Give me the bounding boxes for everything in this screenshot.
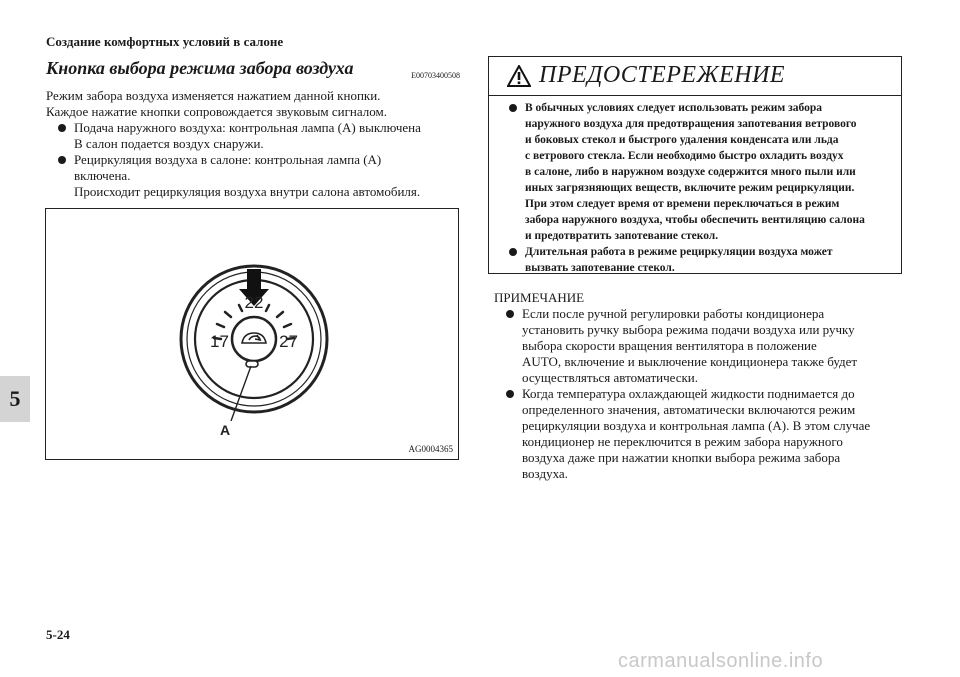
page-number: 5-24 xyxy=(46,627,70,642)
bullet-icon xyxy=(509,104,517,112)
dial-label-left: 17 xyxy=(210,332,229,351)
intro-line: Каждое нажатие кнопки сопровождается звуковым сигналом. xyxy=(46,104,387,119)
warning-body xyxy=(489,96,901,276)
watermark: carmanualsonline.info xyxy=(618,650,824,672)
list-item xyxy=(488,306,900,386)
note-line: воздуха. xyxy=(522,466,568,481)
intro-line: Режим забора воздуха изменяется нажатием данной кнопки. xyxy=(46,88,381,103)
bullet-line: Подача наружного воздуха: контрольная лампа (A) выключена xyxy=(74,120,421,135)
warning-line: Длительная работа в режиме рециркуляции воздуха может xyxy=(525,246,833,258)
list-item xyxy=(46,120,460,152)
bullet-icon xyxy=(506,390,514,398)
warning-line: В обычных условиях следует использовать режим забора xyxy=(525,102,823,114)
note-title: ПРИМЕЧАНИЕ xyxy=(494,290,585,305)
note-line: осуществляться автоматически. xyxy=(522,370,699,385)
chapter-number: 5 xyxy=(9,386,21,411)
figure-caption: AG0004365 xyxy=(408,444,453,454)
bullet-icon xyxy=(509,248,517,256)
dial-illustration xyxy=(46,209,458,459)
note-line: определенного значения, автоматически включаются режим xyxy=(522,402,856,417)
warning-line: в салоне, либо в наружном воздухе содержится много пыли или xyxy=(525,166,856,178)
page-header: Создание комфортных условий в салоне xyxy=(46,34,284,49)
list-item xyxy=(46,152,460,200)
bullet-line: Рециркуляция воздуха в салоне: контрольная лампа (A) xyxy=(74,152,382,167)
main-section xyxy=(46,58,460,200)
chapter-tab xyxy=(0,376,30,422)
list-item xyxy=(495,244,893,276)
warning-line: с ветрового стекла. Если необходимо быстро охладить воздух xyxy=(525,150,844,162)
note-line: AUTO, включение и выключение кондиционера также будет xyxy=(522,354,858,369)
note-line: рециркуляции воздуха и контрольная лампа (A). В этом случае xyxy=(522,418,871,433)
list-item xyxy=(488,386,900,482)
warning-line: и боковых стекол и быстрого удаления конденсата или льда xyxy=(525,134,839,146)
note-line: Когда температура охлаждающей жидкости поднимается до xyxy=(522,386,855,401)
bullet-line: включена. xyxy=(74,168,131,183)
note-section xyxy=(488,290,900,482)
note-line: Если после ручной регулировки работы кондиционера xyxy=(522,306,825,321)
bullet-icon xyxy=(58,156,66,164)
warning-triangle-icon xyxy=(507,65,531,87)
callout-label-a: A xyxy=(219,422,231,438)
indicator-lamp xyxy=(246,361,258,367)
warning-line: и предотвратить запотевание стекол. xyxy=(525,230,719,242)
dial-label-right: 27 xyxy=(279,332,298,351)
bullet-icon xyxy=(506,310,514,318)
section-code: E00703400508 xyxy=(411,71,460,80)
warning-header xyxy=(489,57,901,96)
warning-line: При этом следует время от времени переключаться в режим xyxy=(525,198,840,210)
warning-title: ПРЕДОСТЕРЕЖЕНИЕ xyxy=(539,62,786,88)
dial-label-top: 22 xyxy=(244,293,264,312)
bullet-line: В салон подается воздух снаружи. xyxy=(74,136,264,151)
note-line: установить ручку выбора режима подачи воздуха или ручку xyxy=(522,322,855,337)
warning-line: иных загрязняющих веществ, включите режим рециркуляции. xyxy=(525,182,855,194)
section-title: Кнопка выбора режима забора воздуха xyxy=(46,58,354,78)
note-line: выбора скорости вращения вентилятора в положение xyxy=(522,338,817,353)
warning-line: наружного воздуха для предотвращения запотевания ветрового xyxy=(525,118,857,130)
figure-panel xyxy=(45,208,459,460)
warning-line: забора наружного воздуха, чтобы обеспечить вентиляцию салона xyxy=(525,214,865,226)
section-title-row xyxy=(46,58,460,88)
list-item xyxy=(495,100,893,244)
warning-box xyxy=(488,56,902,274)
warning-line: вызвать запотевание стекол. xyxy=(525,262,675,274)
bullet-icon xyxy=(58,124,66,132)
note-line: воздуха даже при нажатии кнопки выбора режима забора xyxy=(522,450,841,465)
note-line: кондиционер не переключится в режим забора наружного xyxy=(522,434,843,449)
bullet-line: Происходит рециркуляция воздуха внутри салона автомобиля. xyxy=(74,184,421,199)
